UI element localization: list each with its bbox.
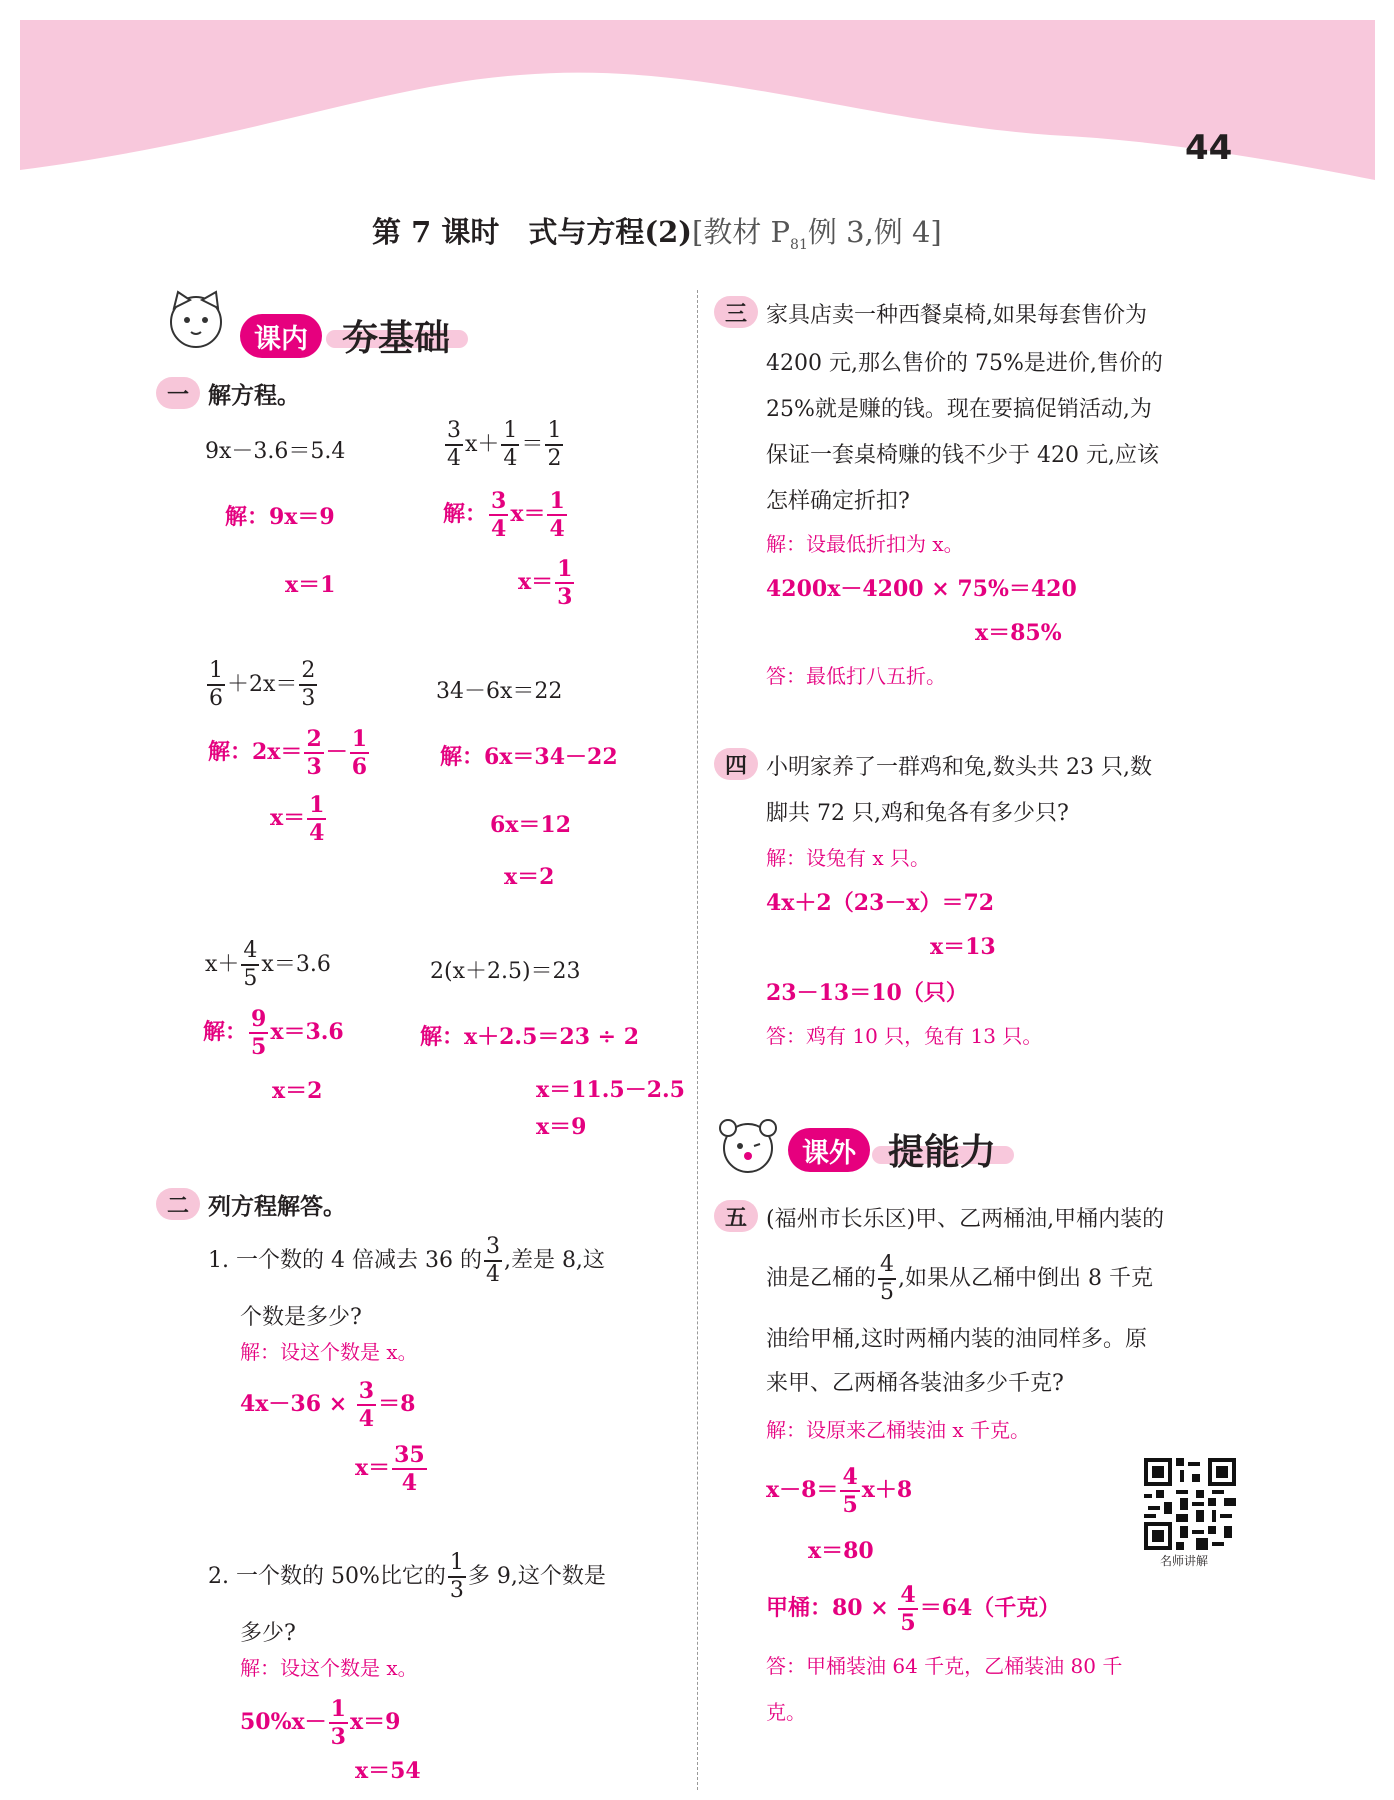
q5-line-4: 来甲、乙两桶各装油多少千克? [766,1371,1064,1396]
q5-line-1: (福州市长乐区)甲、乙两桶油,甲桶内装的 [766,1207,1165,1232]
question-number-1: 一 [156,377,200,409]
qr-code-icon[interactable] [1144,1458,1236,1550]
solution-1-step2: x＝1 [285,572,336,598]
q5-final-answer-line2: 克。 [766,1700,806,1724]
q4-calculation: 23－13＝10（只） [766,980,968,1006]
q5-calculation: 甲桶：80 × $\frac{4}{5}$ ＝64（千克） [766,1582,1061,1636]
word-problem-2-equation: 50%x－ $\frac{1}{3}$ x＝9 [240,1696,401,1750]
solution-6-step1: 解：x＋2.5＝23 ÷ 2 [420,1024,640,1050]
question-number-3: 三 [714,296,758,328]
page-number: 44 [1185,128,1233,168]
q5-final-answer-line1: 答：甲桶装油 64 千克，乙桶装油 80 千 [766,1654,1123,1678]
equation-3: $\frac{1}{6}$ ＋2x＝ $\frac{2}{3}$ [209,658,316,711]
q4-final-answer: 答：鸡有 10 只，兔有 13 只。 [766,1024,1043,1048]
q3-line-5: 怎样确定折扣? [766,489,910,514]
solution-5-step2: x＝2 [272,1078,323,1104]
equation-4: 34－6x＝22 [436,679,563,704]
equation-6: 2(x＋2.5)＝23 [430,959,581,984]
q5-solution: x＝80 [808,1538,874,1564]
column-divider [697,290,698,1790]
q3-line-3: 25%就是赚的钱。现在要搞促销活动,为 [766,397,1152,422]
q3-solution: x＝85% [975,620,1062,646]
solution-5-step1: 解： $\frac{9}{5}$ x＝3.6 [203,1006,344,1060]
q4-line-2: 脚共 72 只,鸡和兔各有多少只? [766,801,1069,826]
equation-1: 9x－3.6＝5.4 [205,439,346,464]
equation-5: x＋ $\frac{4}{5}$ x＝3.6 [205,938,331,991]
question-heading-2: 列方程解答。 [208,1194,346,1220]
word-problem-2-line1: 2. 一个数的 50%比它的 $\frac{1}{3}$ 多 9,这个数是 [208,1550,606,1603]
word-problem-1-line2: 个数是多少? [240,1305,362,1330]
solution-4-step1: 解：6x＝34－22 [440,744,618,770]
word-problem-1-answer-intro: 解：设这个数是 x。 [240,1340,418,1364]
solution-4-step2: 6x＝12 [490,812,572,838]
word-problem-2-line2: 多少? [240,1621,296,1646]
question-number-2: 二 [156,1188,200,1220]
cat-mascot-icon [158,290,233,352]
question-heading-1: 解方程。 [208,383,300,409]
q4-answer-intro: 解：设兔有 x 只。 [766,846,930,870]
lesson-title: 第 7 课时 式与方程(2)[教材 $P_{81}$例 3,例 4] [372,215,942,253]
section-title-ability: 提能力 [888,1132,997,1173]
q3-final-answer: 答：最低打八五折。 [766,664,946,688]
q4-line-1: 小明家养了一群鸡和兔,数头共 23 只,数 [766,755,1152,780]
word-problem-2-answer-intro: 解：设这个数是 x。 [240,1656,418,1680]
solution-4-step3: x＝2 [504,864,555,890]
q4-solution: x＝13 [930,934,996,960]
section-badge-inside: 课内 [240,314,322,358]
question-number-4: 四 [714,748,758,780]
q3-equation: 4200x－4200 × 75%＝420 [766,576,1077,602]
word-problem-1-line1: 1. 一个数的 4 倍减去 36 的 $\frac{3}{4}$ ,差是 8,这 [208,1234,605,1287]
solution-1-step1: 解：9x＝9 [225,504,335,530]
q5-answer-intro: 解：设原来乙桶装油 x 千克。 [766,1418,1030,1442]
section-title-basic: 夯基础 [342,318,451,359]
word-problem-1-equation: 4x－36 × $\frac{3}{4}$ ＝8 [240,1378,416,1432]
equation-2: $\frac{3}{4}$ x＋ $\frac{1}{4}$ ＝ $\frac{1}{2}$ [447,418,562,471]
q5-line-2: 油是乙桶的 $\frac{4}{5}$ ,如果从乙桶中倒出 8 千克 [766,1252,1153,1305]
solution-3-step2: x＝ $\frac{1}{4}$ [270,792,325,846]
q5-equation: x－8＝ $\frac{4}{5}$ x＋8 [766,1464,913,1518]
word-problem-2-solution: x＝54 [355,1758,421,1784]
bear-mascot-icon [714,1108,782,1178]
q3-answer-intro: 解：设最低折扣为 x。 [766,532,964,556]
word-problem-1-solution: x＝ $\frac{35}{4}$ [355,1442,425,1496]
q3-line-1: 家具店卖一种西餐桌椅,如果每套售价为 [766,303,1147,328]
qr-caption: 名师讲解 [1160,1554,1209,1568]
q4-equation: 4x＋2（23－x）＝72 [766,890,995,916]
question-number-5: 五 [714,1200,758,1232]
q5-line-3: 油给甲桶,这时两桶内装的油同样多。原 [766,1327,1147,1352]
q3-line-2: 4200 元,那么售价的 75%是进价,售价的 [766,351,1163,376]
section-badge-outside: 课外 [788,1128,870,1172]
solution-2-step2: x＝ $\frac{1}{3}$ [518,556,573,610]
solution-6-step3: x＝9 [536,1114,587,1140]
solution-3-step1: 解：2x＝ $\frac{2}{3}$ － $\frac{1}{6}$ [208,726,368,780]
solution-2-step1: 解： $\frac{3}{4}$ x＝ $\frac{1}{4}$ [443,488,565,542]
q3-line-4: 保证一套桌椅赚的钱不少于 420 元,应该 [766,443,1159,468]
solution-6-step2: x＝11.5－2.5 [536,1077,685,1103]
